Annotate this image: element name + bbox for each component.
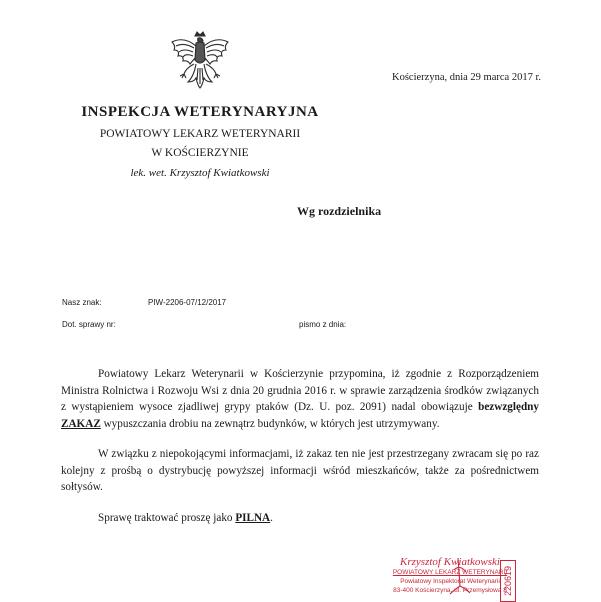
our-ref-value: PIW-2206-07/12/2017 (148, 298, 227, 307)
office-city: W KOŚCIERZYNIE (151, 147, 249, 159)
official-name: lek. wet. Krzysztof Kwiatkowski (130, 167, 270, 179)
letter-date-label: pismo z dnia: (299, 320, 347, 329)
polish-eagle-emblem-icon (168, 30, 232, 102)
stamp-signature: Krzysztof Kwiatkowski (400, 556, 500, 568)
institution-header (62, 104, 338, 179)
institution-name: INSPEKCJA WETERYNARYJNA (81, 104, 319, 120)
recipient: Wg rozdzielnika (297, 204, 382, 218)
emphasis-ban: ZAKAZ (61, 417, 101, 430)
stamp-line-1: POWIATOWY LEKARZ WETERYNARII (392, 569, 508, 576)
paragraph-1 (61, 366, 539, 432)
letter-body (61, 366, 539, 540)
stamp-line-2: Powiatowy Inspektorat Weterynarii (400, 578, 500, 585)
handwritten-signature-icon (440, 556, 480, 596)
paragraph-3-text-b: . (270, 511, 273, 524)
office-name: POWIATOWY LEKARZ WETERYNARII (99, 128, 301, 140)
paragraph-3-text-a: Sprawę traktować proszę jako (98, 511, 236, 524)
emphasis-absolute: bezwzględny (478, 401, 539, 413)
case-number-label: Dot. sprawy nr: (62, 320, 116, 329)
place-and-date: Kościerzyna, dnia 29 marca 2017 r. (392, 72, 541, 83)
paragraph-3 (61, 510, 539, 527)
stamp-line-3: 83-400 Kościerzyna, ul. Przemysłowa 8 (393, 587, 507, 594)
paragraph-2: W związku z niepokojącymi informacjami, iż zakaz ten nie jest przestrzegany zwracam się po raz kolejny z prośbą o dystrybucję powyższej informacji wśród mieszkańców, także za pośrednictwem sołtysów. (61, 448, 539, 493)
our-ref-label: Nasz znak: (62, 298, 102, 307)
paragraph-1-text-a: Powiatowy Lekarz Weterynarii w Kościerzynie przypomina, iż zgodnie z Rozporządzeniem Ministra Rolnictwa i Rozwoju Wsi z dnia 20 grudnia 2016 r. w sprawie zarządzenia środków związanych z wystąpieniem wysoce zjadliwej grypy ptaków (Dz. U. poz. 2091) nadal obowiązuje (61, 368, 539, 413)
emphasis-urgent: PILNA (235, 511, 271, 524)
registry-number: 220619 (500, 560, 516, 602)
paragraph-1-text-b: wypuszczania drobiu na zewnątrz budynków, w których jest utrzymywany. (100, 417, 440, 430)
